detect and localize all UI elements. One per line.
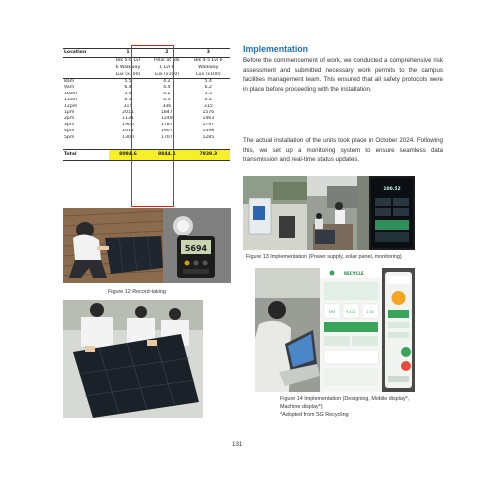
table-cell: Blk 5-6 Lvl [115,58,141,64]
table-cell: 6.3 [124,97,132,103]
table-cell: 4.3 [163,97,171,103]
table-cell: Blk 4-5 Lvl 6 [194,58,223,64]
table-total-value: 8844.1 [147,150,187,161]
table-cell: 4pm [64,128,75,134]
table-cell: 4.2 [163,91,171,97]
table-cell: 1285 [202,134,215,140]
figure-14-caption-line-1: Figure 14 Implementation (Designing, Mobile display*, [280,396,410,402]
table-cell: 2011 [122,110,134,115]
body-paragraph: The actual installation of the units took place in October 2024. Following this, we set up a monitoring system to ensure seamless data transmission and real-time status updates. [243,137,443,164]
table-total-value: 8094.6 [109,150,147,161]
table-cell: Lux (x100) [109,72,147,79]
table-cell: 1300 [122,134,134,140]
website-value: 1.52 [366,310,374,314]
table-cell: Walkway [198,65,219,71]
table-cell: 1249 [160,116,173,121]
table-cell: 1900 [122,122,134,128]
record-taking-photo-panel [63,300,203,418]
body-paragraph: Before the commencement of work, we conducted a comprehensive risk assessment and submitted necessary work permits to the campus facilities management team. This ensured that all safety protocols were in place before proceeding with the installation. [243,57,443,93]
lux-meter-photo [163,208,231,283]
highlight-box [131,45,174,207]
website-value: 593 [328,310,336,314]
table-cell: 5.4 [204,78,212,84]
table-total-label: Total [63,150,109,161]
table-cell: 1907 [160,128,173,134]
table-cell: 6.2 [204,97,212,103]
website-value: 5,421 [346,310,356,314]
figure-13-caption: Figure 13 Implementation (Power supply, solar panel, monitoring) [246,254,402,260]
section-heading: Implementation [243,44,309,54]
table-header-cell: 2 [147,49,187,58]
table-cell: 10am [64,91,78,97]
table-header-cell: 1 [109,49,147,58]
table-cell: 2pm [64,116,75,121]
table-cell: 315 [123,103,133,109]
table-cell: 12pm [64,103,78,109]
power-supply-photo [243,176,307,250]
table-cell: 3pm [64,122,75,128]
table-cell: 1498 [202,128,215,134]
lux-meter-reading: 5694 [184,244,208,253]
table-cell: 1787 [160,122,173,128]
figure-12-caption: Figure 12 Record-taking [108,289,166,295]
table-cell: Lux (x100) [147,72,187,79]
table-cell: 8am [64,78,75,84]
table-cell: 1 Lvl 6 [159,65,175,71]
machine-display-photo [382,268,415,392]
table-cell: Lux (x100) [187,72,230,79]
table-cell: 5.5 [204,91,212,97]
table-cell: 5.4 [124,91,132,97]
table-cell: 9am [64,85,75,91]
table-cell [63,65,109,72]
website-brand: RECYCLE [344,271,364,276]
table-cell: 4.4 [163,85,171,91]
figure-14-caption-line-3: *Adopted from SG Recycling [280,412,349,418]
table-cell [63,58,109,66]
table-cell: 1847 [160,110,173,115]
table-cell: 11am [64,97,78,103]
table-cell: 6.2 [204,85,212,91]
figure-14-caption-line-2: Machine display*) [280,404,323,410]
page-number: 131 [232,441,243,448]
table-header-cell: 3 [187,49,230,58]
table-cell: 6 Walkway [115,65,141,71]
table-cell: 5.5 [124,78,132,84]
table-header-cell: Location [63,49,109,58]
mobile-display-photo [320,268,382,392]
table-cell: 1131 [122,116,134,121]
table-cell: 1707 [160,134,173,140]
table-cell: 1576 [202,110,215,115]
phone-reading: 100.52 [383,187,401,192]
table-total-value: 7939.3 [187,150,230,161]
monitoring-photo [357,176,415,250]
table-cell: 1797 [202,122,215,128]
table-cell: 4.2 [163,78,171,84]
table-cell: 315 [203,103,213,109]
table-cell: 5pm [64,134,75,140]
table-cell: 1pm [64,110,75,115]
record-taking-photo-deck [63,208,163,283]
table-cell: 1614 [122,128,134,134]
table-cell: 336 [162,103,172,109]
table-cell: 6.4 [124,85,132,91]
solar-panel-install-photo [307,176,357,250]
designing-photo [255,268,320,392]
table-cell [63,72,109,79]
table-cell: 1463 [202,116,215,121]
table-cell: Pillar at Blk [153,58,180,64]
